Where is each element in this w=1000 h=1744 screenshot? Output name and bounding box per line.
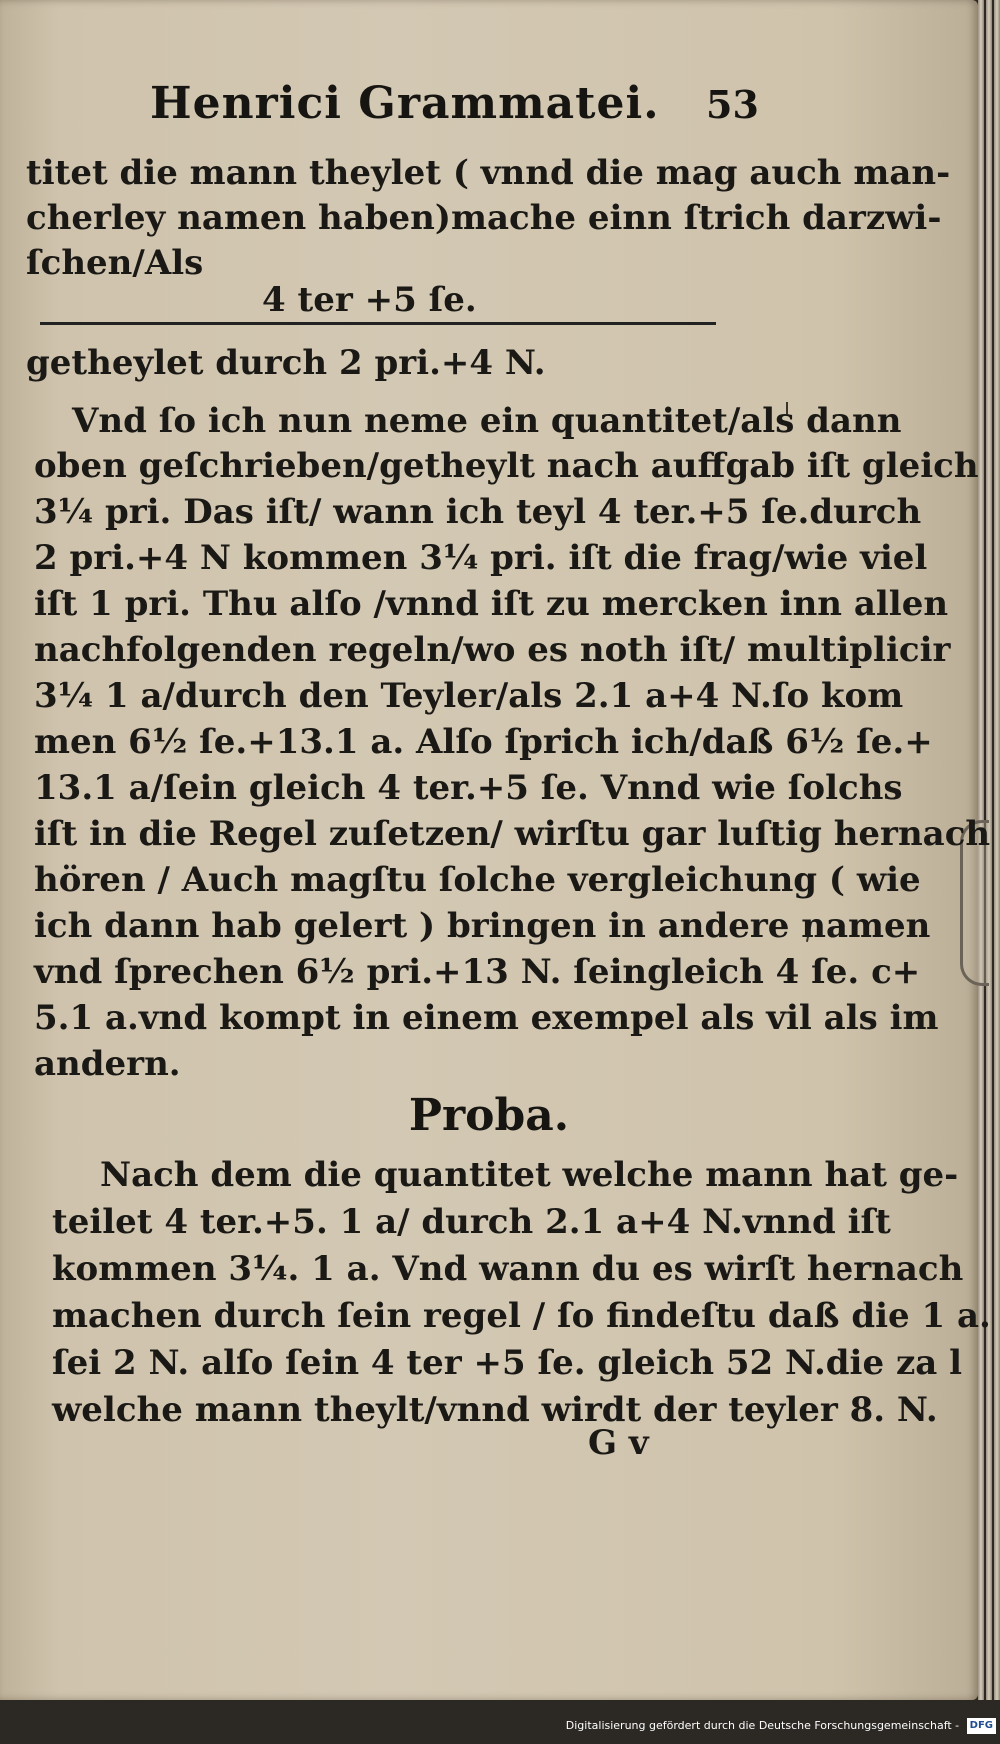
page-number: 53 — [706, 82, 759, 127]
text-line: welche mann theylt/vnnd wirdt der teyler 8. N. — [52, 1390, 938, 1430]
text-line: iſt in die Regel zuſetzen/ wirſtu gar luſtig hernach — [34, 814, 991, 854]
text-line: ich dann hab gelert ) bringen in andere namen — [34, 906, 931, 946]
text-line: ſei 2 N. alſo ſein 4 ter +5 ſe. gleich 52 N.die za l — [52, 1343, 963, 1383]
signature-mark: G v — [588, 1423, 649, 1463]
text-line: 3¼ pri. Das iſt/ wann ich teyl 4 ter.+5 ſe.durch — [34, 492, 922, 532]
text-line: 5.1 a.vnd kompt in einem exempel als vil als im — [34, 998, 939, 1038]
text-line: hören / Auch magſtu ſolche vergleichung ( wie — [34, 860, 921, 900]
text-line: teilet 4 ter.+5. 1 a/ durch 2.1 a+4 N.vnnd iſt — [52, 1202, 891, 1242]
fraction-denominator: getheylet durch 2 pri.+4 N. — [26, 343, 546, 383]
text-line: 2 pri.+4 N kommen 3¼ pri. iſt die frag/wie viel — [34, 538, 928, 578]
digitization-credit — [496, 1712, 996, 1740]
text-line: andern. — [34, 1044, 181, 1084]
fraction-numerator: 4 ter +5 ſe. — [262, 280, 477, 320]
section-title: Proba. — [408, 1090, 570, 1141]
text-line: iſt 1 pri. Thu alſo /vnnd iſt zu mercken inn allen — [34, 584, 949, 624]
text-line: 3¼ 1 a/durch den Teyler/als 2.1 a+4 N.ſo kom — [34, 676, 904, 716]
text-line: vnd ſprechen 6½ pri.+13 N. ſeingleich 4 ſe. c+ — [34, 952, 921, 992]
text-line: nachfolgenden regeln/wo es noth iſt/ multiplicir — [34, 630, 951, 670]
text-line: machen durch ſein regel / ſo findeſtu daß die 1 a. — [52, 1296, 991, 1336]
text-line: cherley namen haben)mache einn ſtrich darzwi- — [26, 198, 942, 238]
text-line: Nach dem die quantitet welche mann hat ge- — [100, 1155, 959, 1195]
running-title: Henrici Grammatei. — [150, 78, 660, 129]
text-line: oben geſchrieben/getheylt nach auffgab iſt gleich — [34, 446, 979, 486]
fraction-rule — [40, 322, 716, 325]
text-line: titet die mann theylet ( vnnd die mag auch man- — [26, 153, 951, 193]
page-edge — [994, 0, 1000, 1700]
text-line: kommen 3¼. 1 a. Vnd wann du es wirſt hernach — [52, 1249, 964, 1289]
text-line: men 6½ ſe.+13.1 a. Alſo ſprich ich/daß 6½ ſe.+ — [34, 722, 933, 762]
dfg-logo: DFG — [967, 1718, 996, 1734]
text-line: Vnd ſo ich nun neme ein quantitet/als dann — [72, 401, 902, 441]
text-line: ſchen/Als — [26, 243, 204, 283]
page-header — [0, 78, 978, 138]
text-line: 13.1 a/ſein gleich 4 ter.+5 ſe. Vnnd wie ſolchs — [34, 768, 903, 808]
credit-text: Digitalisierung gefördert durch die Deutsche Forschungsgemeinschaft - — [565, 1719, 960, 1732]
